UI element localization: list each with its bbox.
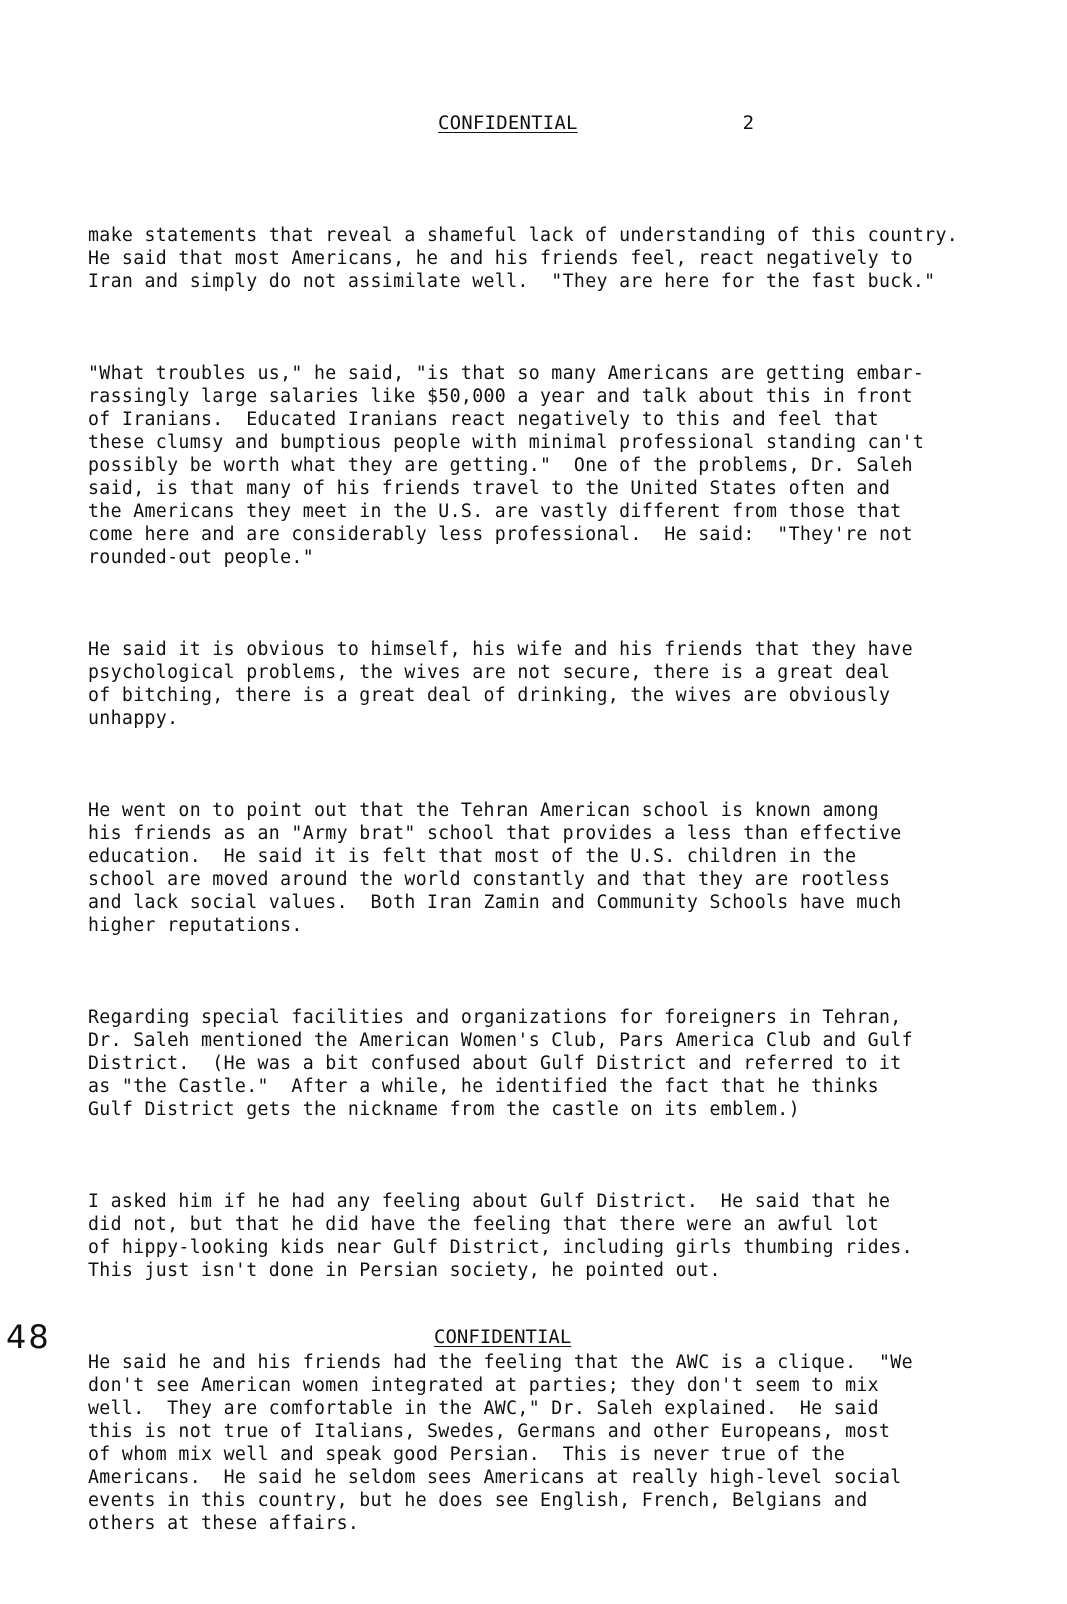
paragraph-5: Regarding special facilities and organizations for foreigners in Tehran, Dr. Saleh mentioned the American Women's Club, Pars America Club and Gulf District. (He was a bit confused about Gulf District and referred to it as "the Castle." After a while, he identified the fact that he thinks Gulf District gets the nickname from the castle on its emblem.) [88, 1007, 913, 1120]
paragraph-1: make statements that reveal a shameful lack of understanding of this country. He said that most Americans, he and his friends feel, react negatively to Iran and simply do not assimilate well. "They are here for the fast buck." [88, 225, 959, 292]
header-classification: CONFIDENTIAL [438, 112, 578, 134]
paragraph-6: I asked him if he had any feeling about Gulf District. He said that he did not, but that he did have the feeling that there were an awful lot of hippy-looking kids near Gulf District, including girls thumbing rides. This just isn't done in Persian society, he pointed out. [88, 1191, 913, 1281]
footer-document-page-number: 48 [6, 1318, 51, 1356]
paragraph-7: He said he and his friends had the feeling that the AWC is a clique. "We don't see American women integrated at parties; they don't seem to mix well. They are comfortable in the AWC," Dr. Saleh explained. He said this is not true of Italians, Swedes, Germans and other Europeans, most of whom mix well and speak good Persian. This is never true of the Americans. He said he seldom sees Americans at really high-level social events in this country, but he does see English, French, Belgians and others at these affairs. [88, 1352, 913, 1534]
paragraph-4: He went on to point out that the Tehran American school is known among his friends as an "Army brat" school that provides a less than effective education. He said it is felt that most of the U.S. children in the school are moved around the world constantly and that they are rootless and lack social values. Both Iran Zamin and Community Schools have much higher reputations. [88, 800, 902, 936]
page-header [438, 112, 754, 134]
header-page-number: 2 [742, 112, 755, 134]
footer-classification: CONFIDENTIAL [434, 1326, 572, 1348]
document-body [88, 178, 988, 1604]
paragraph-3: He said it is obvious to himself, his wife and his friends that they have psychological problems, the wives are not secure, there is a great deal of bitching, there is a great deal of drinking, the wives are obviously unhappy. [88, 639, 913, 729]
paragraph-2: "What troubles us," he said, "is that so many Americans are getting embar- rassingly large salaries like $50,000 a year and talk about this in front of Iranians. Educated Iranians react negatively to this and feel that these clumsy and bumptious people with minimal professional standing can't possibly be worth what they are getting." One of the problems, Dr. Saleh said, is that many of his friends travel to the United States often and the Americans they meet in the U.S. are vastly different from those that come here and are considerably less professional. He said: "They're not rounded-out people." [88, 363, 925, 568]
